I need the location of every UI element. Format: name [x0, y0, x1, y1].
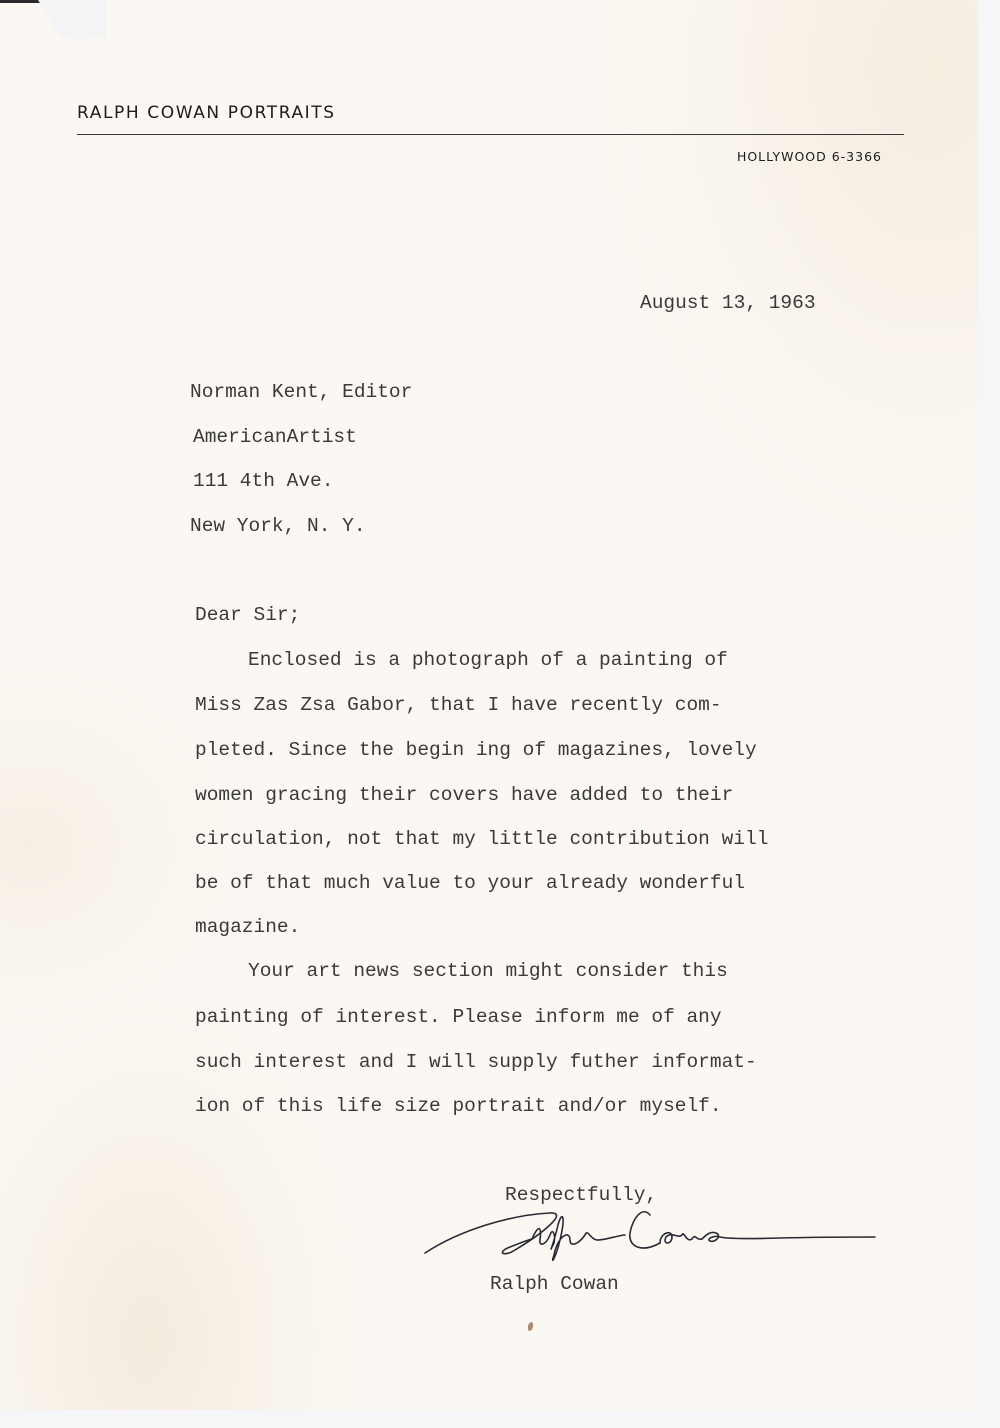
torn-corner — [38, 0, 106, 42]
recipient-city: New York, N. Y. — [190, 515, 366, 537]
signature-stroke — [425, 1213, 557, 1254]
body-line: women gracing their covers have added to their — [195, 784, 734, 806]
ink-smudge — [527, 1322, 534, 1332]
body-line: pleted. Since the begin ing of magazines, lovely — [195, 739, 757, 761]
signature-stroke — [532, 1217, 625, 1261]
body-line: Miss Zas Zsa Gabor, that I have recently com- — [195, 694, 722, 716]
closing: Respectfully, — [505, 1184, 658, 1206]
body-line: Your art news section might consider this — [248, 960, 728, 982]
body-line: Enclosed is a photograph of a painting of — [248, 649, 728, 671]
body-line: circulation, not that my little contribution will — [195, 828, 769, 850]
recipient-name: Norman Kent, Editor — [190, 381, 413, 403]
signature-stroke — [630, 1212, 660, 1248]
body-line: magazine. — [195, 916, 301, 938]
body-line: ion of this life size portrait and/or myself. — [195, 1095, 722, 1117]
handwritten-signature — [420, 1195, 880, 1270]
letterhead-rule — [77, 134, 904, 135]
letterhead-business-name: RALPH COWAN PORTRAITS — [77, 103, 336, 123]
body-line: such interest and I will supply futher informat- — [195, 1051, 757, 1073]
salutation: Dear Sir; — [195, 604, 301, 626]
signature-stroke — [660, 1232, 875, 1243]
letterhead-phone: HOLLYWOOD 6-3366 — [736, 149, 882, 164]
recipient-publication: AmericanArtist — [193, 426, 357, 448]
body-line: painting of interest. Please inform me of any — [195, 1006, 722, 1028]
typed-signature-name: Ralph Cowan — [490, 1273, 619, 1295]
body-line: be of that much value to your already wonderful — [195, 872, 745, 894]
recipient-street: 111 4th Ave. — [193, 470, 334, 492]
letter-date: August 13, 1963 — [640, 292, 816, 314]
